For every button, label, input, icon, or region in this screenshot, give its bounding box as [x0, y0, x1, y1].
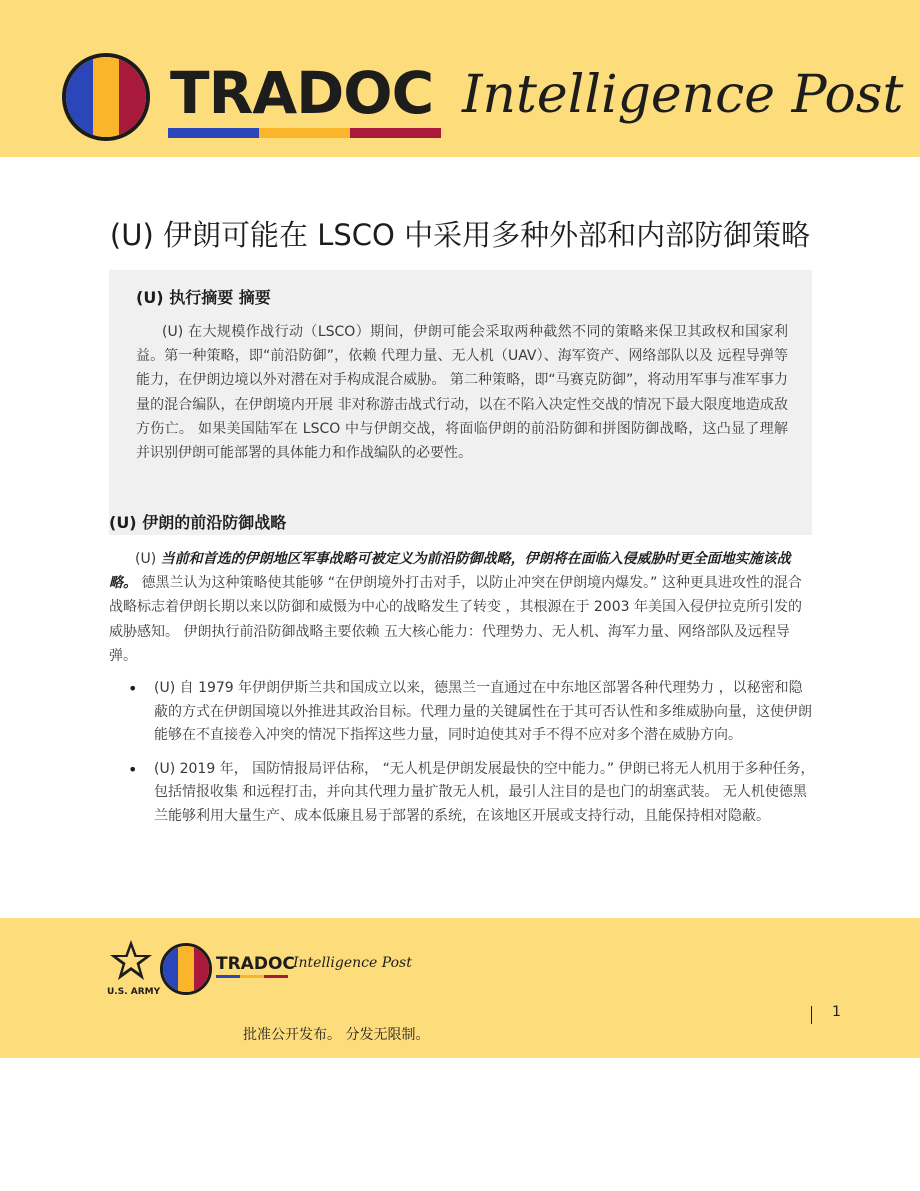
- section-heading: (U) 伊朗的前沿防御战略: [109, 513, 287, 532]
- bullet-icon: •: [128, 759, 138, 779]
- lead-paragraph: [109, 547, 813, 668]
- brand-color-bars: [168, 128, 441, 138]
- bullet-text: (U) 2019 年， 国防情报局评估称， “无人机是伊朗发展最快的空中能力。” 伊朗已将无人机用于多种任务，包括情报收集 和远程打击，并向其代理力量扩散无人机，最引人注目的是也门的胡塞武装。 无人机使德黑兰能够利用大量生产、成本低廉且易于部署的系统，在该地区开展或支持行动，且能保持相对隐蔽。: [154, 760, 815, 824]
- lead-emphasis: 当前和首选的伊朗地区军事战略可被定义为前沿防御战略，伊朗将在面临入侵威胁时更全面地实施该战略。: [109, 551, 791, 592]
- release-statement: 批准公开发布。 分发无限制。: [243, 1027, 430, 1043]
- footer-brand: TRADOC: [216, 954, 295, 974]
- list-item: [128, 677, 816, 748]
- lead-prefix: (U): [135, 551, 161, 567]
- bullet-list: [128, 677, 816, 838]
- document-title: (U) 伊朗可能在 LSCO 中采用多种外部和内部防御策略: [109, 218, 811, 252]
- brand-name: TRADOC: [170, 59, 434, 127]
- footer-publication: Intelligence Post: [293, 955, 412, 971]
- summary-heading: (U) 执行摘要 摘要: [136, 288, 271, 307]
- tradoc-logo: [62, 53, 150, 141]
- footer-tradoc-logo: [160, 943, 212, 995]
- army-star-icon: [108, 938, 154, 984]
- page-number: 1: [832, 1004, 841, 1020]
- page-separator: [811, 1006, 812, 1024]
- publication-title: Intelligence Post: [462, 65, 904, 125]
- lead-body: 德黑兰认为这种策略使其能够 “在伊朗境外打击对手，以防止冲突在伊朗境内爆发。” 这种更具进攻性的混合战略标志着伊朗长期以来以防御和威慑为中心的战略发生了转变 ，其根源在于 2003 年美国入侵伊拉克所引发的威胁感知。 伊朗执行前沿防御战略主要依赖 五大核心能力：代理势力、无人机、海军力量、网络部队及远程导弹。: [109, 575, 802, 664]
- bullet-text: (U) 自 1979 年伊朗伊斯兰共和国成立以来，德黑兰一直通过在中东地区部署各种代理势力 ，以秘密和隐蔽的方式在伊朗国境以外推进其政治目标。代理力量的关键属性在于其可否认性和多维威胁向量，这使伊朗能够在不直接卷入冲突的情况下指挥这些力量，同时迫使其对手不得不应对多个潜在威胁方向。: [154, 680, 812, 743]
- list-item: [128, 758, 816, 829]
- footer-color-bars: [216, 975, 288, 978]
- bullet-icon: •: [128, 679, 138, 698]
- army-label: U.S. ARMY: [107, 987, 161, 997]
- summary-text: (U) 在大规模作战行动（LSCO）期间，伊朗可能会采取两种截然不同的策略来保卫其政权和国家利益。第一种策略，即“前沿防御”，依赖 代理力量、无人机（UAV）、海军资产、网络部队以及 远程导弹等能力，在伊朗边境以外对潜在对手构成混合威胁。 第二种策略，即“马赛克防御”，将动用军事与准军事力量的混合编队，在伊朗境内开展 非对称游击战式行动，以在不陷入决定性交战的情况下最大限度地造成敌方伤亡。 如果美国陆军在 LSCO 中与伊朗交战，将面临伊朗的前沿防御和拼图防御战略，这凸显了理解 并识别伊朗可能部署的具体能力和作战编队的必要性。: [136, 324, 788, 462]
